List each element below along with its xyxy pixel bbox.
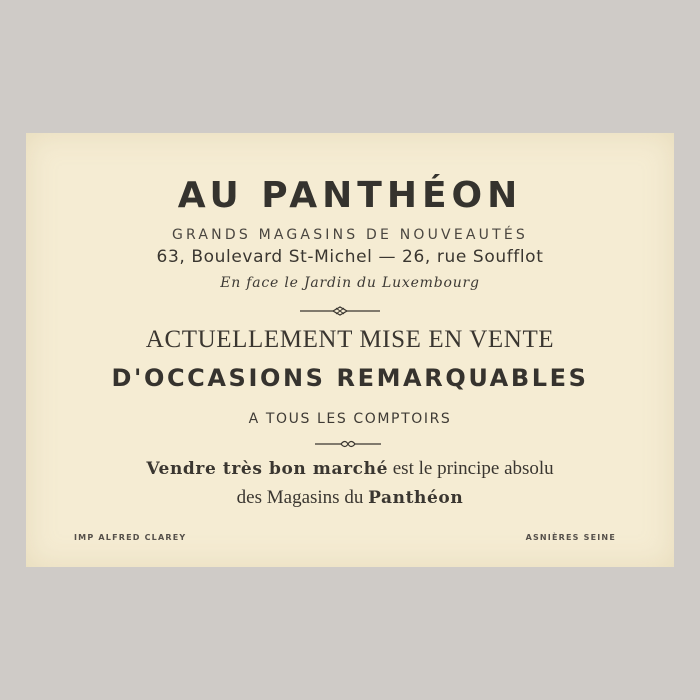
headline-occasions: D'OCCASIONS REMARQUABLES <box>111 364 589 392</box>
printer-credit: IMP ALFRED CLAREY <box>74 533 187 542</box>
motto-line2-prefix: des Magasins du <box>236 487 369 508</box>
ornament-divider-icon <box>315 438 381 450</box>
headline-sale: ACTUELLEMENT MISE EN VENTE <box>145 326 555 353</box>
motto-line-1 <box>26 458 674 480</box>
store-location: En face le Jardin du Luxembourg <box>220 275 480 291</box>
store-address: 63, Boulevard St-Michel — 26, rue Soufflot <box>156 247 544 267</box>
advertising-card <box>26 133 674 567</box>
card-subtitle: GRANDS MAGASINS DE NOUVEAUTÉS <box>172 227 528 243</box>
headline-counters: A TOUS LES COMPTOIRS <box>248 411 452 427</box>
card-title: AU PANTHÉON <box>177 175 523 216</box>
motto-line2-emphasis: Panthéon <box>368 488 464 508</box>
motto-rest: est le principe absolu <box>388 458 554 479</box>
ornament-divider-icon <box>300 305 380 317</box>
motto-emphasis: Vendre très bon marché <box>146 459 388 479</box>
motto-line-2 <box>26 487 674 509</box>
printer-location: ASNIÈRES SEINE <box>525 533 616 542</box>
